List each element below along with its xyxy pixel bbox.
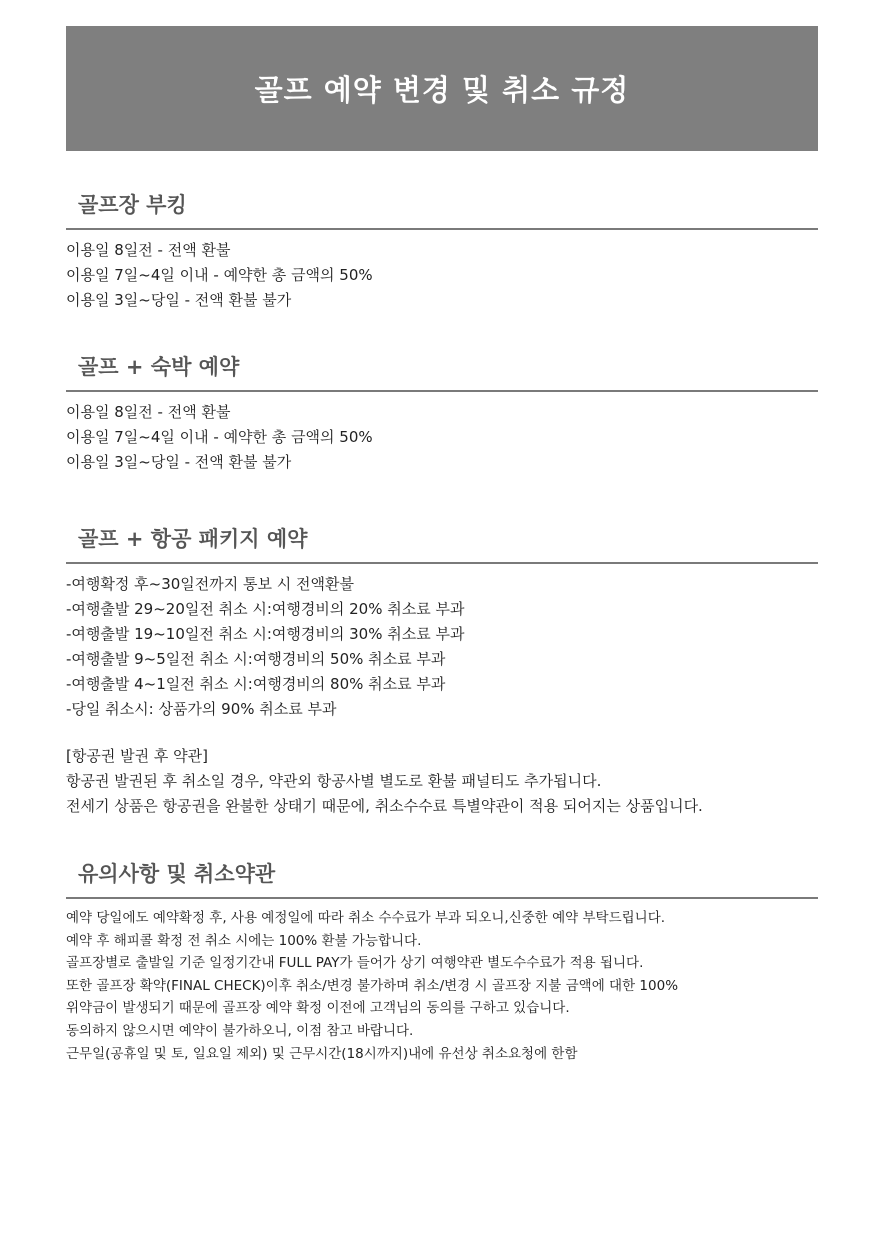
policy-list bbox=[66, 907, 818, 1065]
policy-list bbox=[66, 238, 818, 313]
section-title: 골프장 부킹 bbox=[78, 193, 187, 217]
section-title: 골프 + 숙박 예약 bbox=[78, 355, 240, 379]
section-heading bbox=[66, 188, 818, 230]
section-heading bbox=[66, 857, 818, 899]
policy-line: 전세기 상품은 항공권을 완불한 상태기 때문에, 취소수수료 특별약관이 적용 되어지는 상품입니다. bbox=[66, 797, 703, 815]
policy-line: -여행출발 29~20일전 취소 시:여행경비의 20% 취소료 부과 bbox=[66, 600, 465, 618]
section-notice-cancellation bbox=[66, 857, 818, 1065]
policy-line: 이용일 8일전 - 전액 환불 bbox=[66, 403, 231, 421]
section-title: 유의사항 및 취소약관 bbox=[78, 862, 276, 886]
policy-line: 근무일(공휴일 및 토, 일요일 제외) 및 근무시간(18시까지)내에 유선상 취소요청에 한함 bbox=[66, 1045, 578, 1062]
title-banner bbox=[66, 26, 818, 151]
policy-line: 골프장별로 출발일 기준 일정기간내 FULL PAY가 들어가 상기 여행약관 별도수수료가 적용 됩니다. bbox=[66, 955, 644, 972]
section-golf-booking bbox=[66, 188, 818, 313]
spacer bbox=[66, 722, 818, 744]
policy-line: 위약금이 발생되기 때문에 골프장 예약 확정 이전에 고객님의 동의를 구하고 있습니다. bbox=[66, 1000, 570, 1017]
section-golf-hotel bbox=[66, 350, 818, 475]
policy-line: 동의하지 않으시면 예약이 불가하오니, 이점 참고 바랍니다. bbox=[66, 1022, 414, 1039]
section-heading bbox=[66, 350, 818, 392]
policy-line: -여행출발 19~10일전 취소 시:여행경비의 30% 취소료 부과 bbox=[66, 625, 465, 643]
section-title: 골프 + 항공 패키지 예약 bbox=[78, 527, 308, 551]
air-ticket-heading: [항공권 발권 후 약관] bbox=[66, 747, 208, 765]
policy-line: 항공권 발권된 후 취소일 경우, 약관외 항공사별 별도로 환불 패널티도 추가됩니다. bbox=[66, 772, 602, 790]
policy-line: 또한 골프장 확약(FINAL CHECK)이후 취소/변경 불가하며 취소/변경 시 골프장 지불 금액에 대한 100% bbox=[66, 977, 679, 994]
policy-line: -여행확정 후~30일전까지 통보 시 전액환불 bbox=[66, 575, 354, 593]
policy-line: 이용일 7일~4일 이내 - 예약한 총 금액의 50% bbox=[66, 428, 373, 446]
policy-line: 예약 당일에도 예약확정 후, 사용 예정일에 따라 취소 수수료가 부과 되오니,신중한 예약 부탁드립니다. bbox=[66, 910, 666, 926]
policy-line: 이용일 7일~4일 이내 - 예약한 총 금액의 50% bbox=[66, 266, 373, 284]
policy-line: 이용일 3일~당일 - 전액 환불 불가 bbox=[66, 453, 292, 471]
policy-list bbox=[66, 572, 818, 819]
policy-line: -여행출발 9~5일전 취소 시:여행경비의 50% 취소료 부과 bbox=[66, 650, 446, 668]
policy-list bbox=[66, 400, 818, 475]
policy-line: 예약 후 해피콜 확정 전 취소 시에는 100% 환불 가능합니다. bbox=[66, 932, 422, 949]
policy-line: 이용일 3일~당일 - 전액 환불 불가 bbox=[66, 291, 292, 309]
page-title: 골프 예약 변경 및 취소 규정 bbox=[254, 73, 630, 107]
section-golf-air-package bbox=[66, 522, 818, 819]
policy-line: -여행출발 4~1일전 취소 시:여행경비의 80% 취소료 부과 bbox=[66, 675, 446, 693]
policy-line: -당일 취소시: 상품가의 90% 취소료 부과 bbox=[66, 700, 337, 718]
section-heading bbox=[66, 522, 818, 564]
policy-line: 이용일 8일전 - 전액 환불 bbox=[66, 241, 231, 259]
